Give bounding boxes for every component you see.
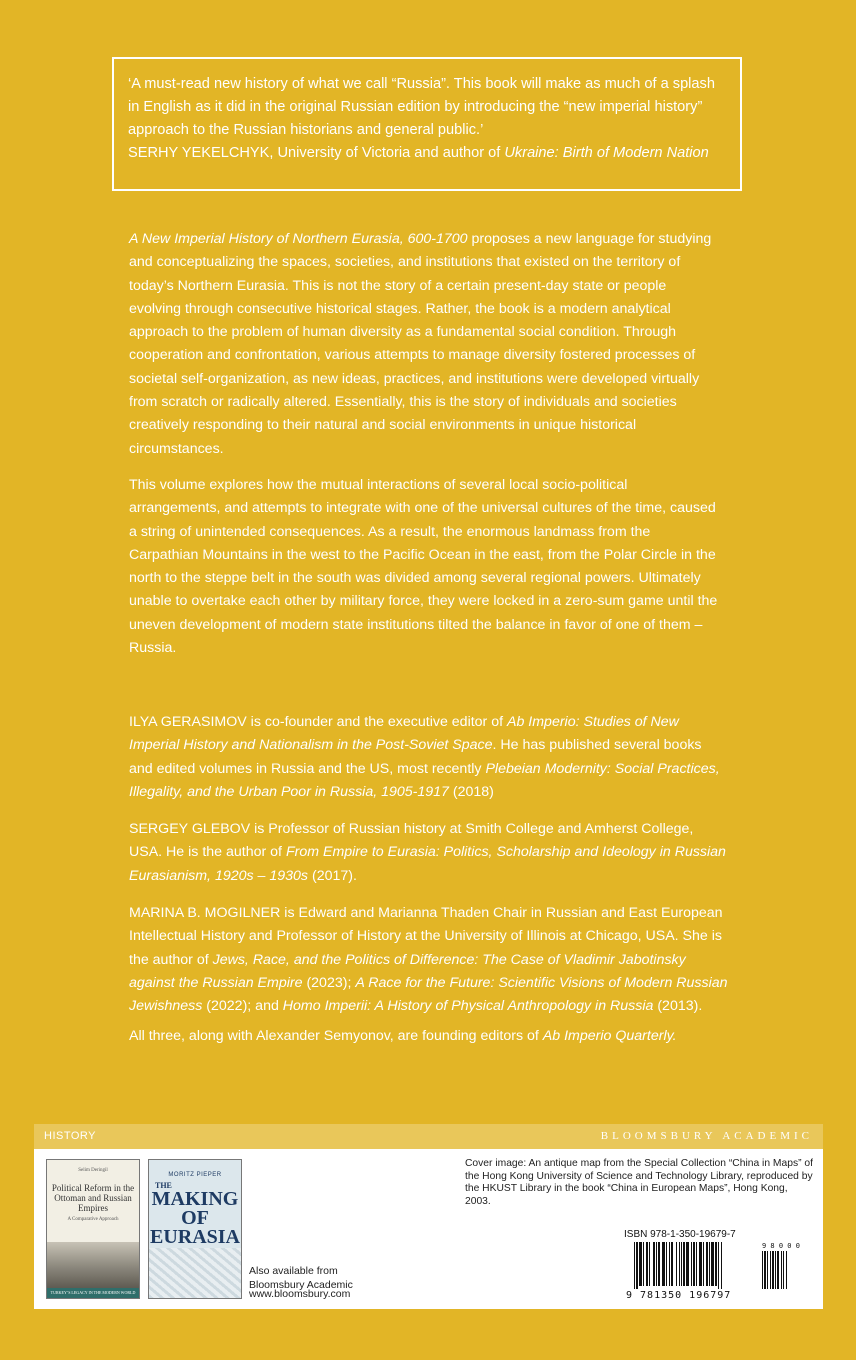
barcode-bars (634, 1242, 722, 1289)
related-book-author: MORITZ PIEPER (168, 1172, 222, 1178)
barcode-bar (676, 1242, 677, 1286)
bio-mogilner (129, 902, 729, 1018)
endorsement-box (112, 57, 742, 191)
description-paragraph-2: This volume explores how the mutual interactions of several local socio-political arrangements, and attempts to integrate with one of the universal cultures of the time, caused a string of unintended consequences. As a result, the enormous landmass from the Carpathian Mountains in the west to the Pacific Ocean in the east, from the Polar Circle in the north to the steppe belt in the south was divided among several regional powers. Ultimately unable to overtake each other by military force, they were locked in a zero-sum game until the uneven development of modern state institutions tilted the balance in favor of one of them – Russia. (129, 476, 718, 657)
description-paragraph-1 (129, 228, 719, 461)
series-label: TURKEY’S LEGACY IN THE MODERN WORLD (47, 1288, 139, 1298)
related-book-subtitle: A Comparative Approach (67, 1217, 119, 1222)
publisher-website-link[interactable]: www.bloomsbury.com (249, 1288, 351, 1300)
bio-text: . He has published several books and edited volumes in Russia and the US, most recently (129, 737, 702, 777)
barcode-addon-bar (764, 1251, 766, 1289)
cover-photo (47, 1242, 139, 1288)
bottom-band (34, 1124, 823, 1309)
barcode-bar (703, 1242, 704, 1286)
barcode-bar (691, 1242, 692, 1286)
barcode-addon-bar (772, 1251, 774, 1289)
book-description (129, 228, 719, 673)
barcode-bar (721, 1242, 722, 1289)
publisher-name: BLOOMSBURY ACADEMIC (600, 1130, 813, 1142)
barcode-bar (706, 1242, 708, 1286)
bio-text: MARINA B. MOGILNER is Edward and Marianna Thaden Chair in Russian and East European Intellectual History and Professor of History at the University of Illinois at Chicago, USA. She is the author of (129, 905, 723, 968)
related-book-cover-1 (46, 1159, 140, 1299)
endorser-affiliation: , University of Victoria and author of (269, 145, 505, 161)
barcode-bar (671, 1242, 673, 1286)
barcode-addon-bar (777, 1251, 779, 1289)
bio-text: (2022); and (202, 998, 283, 1015)
bio-title: Ab Imperio: Studies of New Imperial History and Nationalism in the Post-Soviet Space (129, 714, 679, 754)
barcode-bar (634, 1242, 635, 1289)
title-main: MAKING OF EURASIA (149, 1188, 241, 1248)
title-prefix: THE (155, 1181, 172, 1190)
barcode-bar (679, 1242, 680, 1286)
endorsement-attribution (128, 142, 726, 165)
barcode-bar (681, 1242, 682, 1286)
bio-text: ILYA GERASIMOV is co-founder and the executive editor of (129, 714, 507, 730)
endorser-name: SERHY YEKELCHYK (128, 145, 270, 161)
cover-image-credit: Cover image: An antique map from the Special Collection “China in Maps” of the Hong Kong University of Science and Technology Library, reproduced by the HKUST Library in the book “China in European Maps”, Hong Kong, 2003. (465, 1158, 813, 1207)
isbn-barcode (622, 1242, 810, 1300)
barcode-bar (718, 1242, 719, 1289)
barcode-bar (662, 1242, 665, 1286)
barcode-bar (715, 1242, 717, 1286)
related-book-title: Political Reform in the Ottoman and Russian Empires (51, 1183, 135, 1213)
bio-title: Jews, Race, and the Politics of Difference: The Case of Vladimir Jabotinsky against the Russian Empire (129, 951, 686, 991)
bio-text: All three, along with Alexander Semyonov, are founding editors of (129, 1027, 543, 1044)
barcode-addon-bar (762, 1251, 763, 1289)
barcode-bar (699, 1242, 702, 1286)
barcode-addon-bar (783, 1251, 784, 1289)
author-bios (129, 711, 729, 1062)
bio-text: (2013). (653, 998, 703, 1015)
barcode-bar (653, 1242, 655, 1286)
barcode-bar (709, 1242, 710, 1286)
bio-title: Homo Imperii: A History of Physical Anthropology in Russia (282, 998, 654, 1015)
bio-title: Plebeian Modernity: Social Practices, Illegality, and the Urban Poor in Russia, 1905-1917 (129, 760, 720, 800)
bio-title: Ab Imperio Quarterly. (542, 1027, 677, 1044)
bio-gerasimov (129, 711, 729, 804)
barcode-bar (669, 1242, 670, 1286)
bio-text: (2023); (302, 974, 356, 991)
also-available-line2: Bloomsbury Academic (249, 1279, 353, 1291)
bio-glebov (129, 818, 729, 888)
cover-map-art (149, 1248, 241, 1298)
barcode-bar (686, 1242, 689, 1286)
barcode-bar (649, 1242, 650, 1286)
barcode-bar (683, 1242, 685, 1286)
bio-title: From Empire to Eurasia: Politics, Scholarship and Ideology in Russian Eurasianism, 1920s – 1930s (129, 844, 726, 884)
barcode-addon-digits: 9 8 0 0 0 (762, 1242, 800, 1250)
book-title: A New Imperial History of Northern Eurasia, 600-1700 (129, 231, 468, 247)
barcode-digits: 9 781350 196797 (626, 1290, 732, 1300)
bio-text: SERGEY GLEBOV is Professor of Russian history at Smith College and Amherst College, USA. He is the author of (129, 821, 694, 861)
barcode-addon-bar (786, 1251, 787, 1289)
barcode-addon-bars (762, 1251, 787, 1289)
barcode-addon-bar (770, 1251, 771, 1289)
barcode-bar (666, 1242, 667, 1286)
barcode-addon-bar (775, 1251, 776, 1289)
related-book-cover-2 (148, 1159, 242, 1299)
bio-closing (129, 1025, 729, 1048)
barcode-addon-bar (781, 1251, 782, 1289)
bio-text: (2018) (448, 783, 494, 800)
related-book-author: Selim Deringil (78, 1168, 108, 1173)
barcode-bar (639, 1242, 642, 1286)
barcode-bar (656, 1242, 657, 1286)
barcode-bar (658, 1242, 660, 1286)
category-strip (34, 1124, 823, 1149)
endorser-book: Ukraine: Birth of Modern Nation (504, 145, 709, 161)
related-book-title (149, 1182, 241, 1247)
description-text-1: proposes a new language for studying and conceptualizing the spaces, societies, and institutions that existed on the territory of today’s Northern Eurasia. This is not the story of a certain present-day state or people evolving through consecutive historical stages. Rather, the book is a modern analytical approach to the problem of human diversity as a fundamental social condition. Through cooperation and confrontation, various attempts to manage diversity fostered processes of societal self-organization, as new ideas, practices, and institutions were developed virtually from scratch or radically altered. Essentially, this is the story of individuals and societies creatively responding to their natural and social environments in unique historical circumstances. (129, 231, 712, 457)
isbn-label: ISBN 978-1-350-19679-7 (624, 1229, 736, 1240)
barcode-addon-bar (767, 1251, 768, 1289)
barcode-bar (711, 1242, 714, 1286)
barcode-bar (643, 1242, 644, 1286)
bio-text: (2017). (308, 867, 357, 884)
category-label: HISTORY (44, 1130, 96, 1142)
endorsement-quote: ‘A must-read new history of what we call “Russia”. This book will make as much of a splash in English as it did in the original Russian edition by introducing the “new imperial history” approach to the Russian historians and general public.’ (128, 76, 715, 138)
also-available-line1: Also available from (249, 1265, 338, 1277)
bio-title: A Race for the Future: Scientific Visions of Modern Russian Jewishness (129, 974, 728, 1015)
barcode-bar (646, 1242, 648, 1286)
barcode-bar (636, 1242, 638, 1289)
barcode-bar (696, 1242, 697, 1286)
barcode-bar (693, 1242, 695, 1286)
